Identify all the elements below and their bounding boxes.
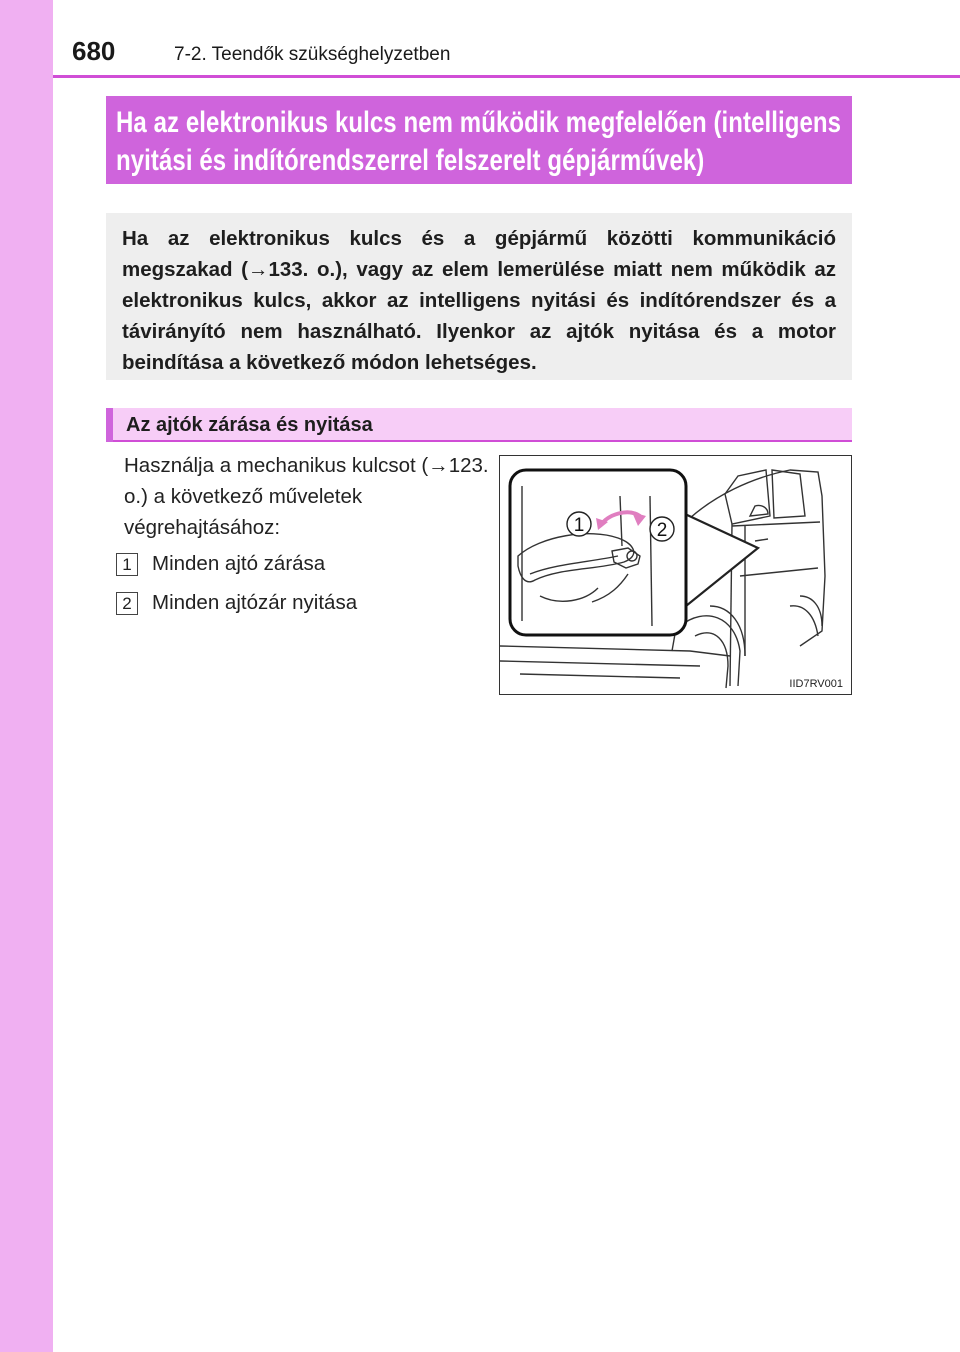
- list-item: [116, 591, 357, 615]
- subsection-title: Az ajtók zárása és nyitása: [126, 414, 373, 436]
- callout-pointer: [685, 514, 758, 606]
- zoom-bubble: [510, 470, 686, 635]
- page-number: 680: [72, 36, 116, 66]
- intro-text: Ha az elektronikus kulcs és a gépjármű közötti kommunikáció megszakad (→133. o.), vagy az elem lemerülése miatt nem működik az elektronikus kulcs, akkor az intelligens nyitási és indítórendszer és a távirányító nem használható. Ilyenkor az ajtók nyitása és a motor beindítása a következő módon lehetséges.: [122, 227, 836, 374]
- section-title-band: [106, 96, 852, 184]
- figure-id: IID7RV001: [789, 678, 843, 690]
- car-door-illustration: [500, 456, 850, 693]
- callout-1: [567, 512, 591, 536]
- subsection-accent-bar: [106, 408, 113, 442]
- body-text: Használja a mechanikus kulcsot (→123. o.) a következő műveletek végrehajtásához:: [124, 454, 489, 539]
- section-title: Ha az elektronikus kulcs nem működik megfelelően (intelligens nyitási és indítórendszerrel felszerelt gépjárművek): [116, 106, 842, 177]
- list-item-text: Minden ajtózár nyitása: [152, 591, 358, 614]
- running-head: 7-2. Teendők szükséghelyzetben: [174, 44, 451, 65]
- list-item-text: Minden ajtó zárása: [152, 552, 326, 575]
- side-margin-strip: [0, 0, 53, 1352]
- callout-2: [650, 517, 674, 541]
- door-key-figure: [499, 455, 852, 695]
- list-number-badge: 2: [116, 592, 138, 615]
- intro-box: [106, 213, 852, 380]
- list-number-badge: 1: [116, 553, 138, 576]
- callout-1-label: 1: [573, 515, 585, 536]
- subsection-band: [106, 408, 852, 442]
- list-item: [116, 552, 325, 576]
- header-rule: [53, 75, 960, 78]
- callout-2-label: 2: [656, 520, 668, 541]
